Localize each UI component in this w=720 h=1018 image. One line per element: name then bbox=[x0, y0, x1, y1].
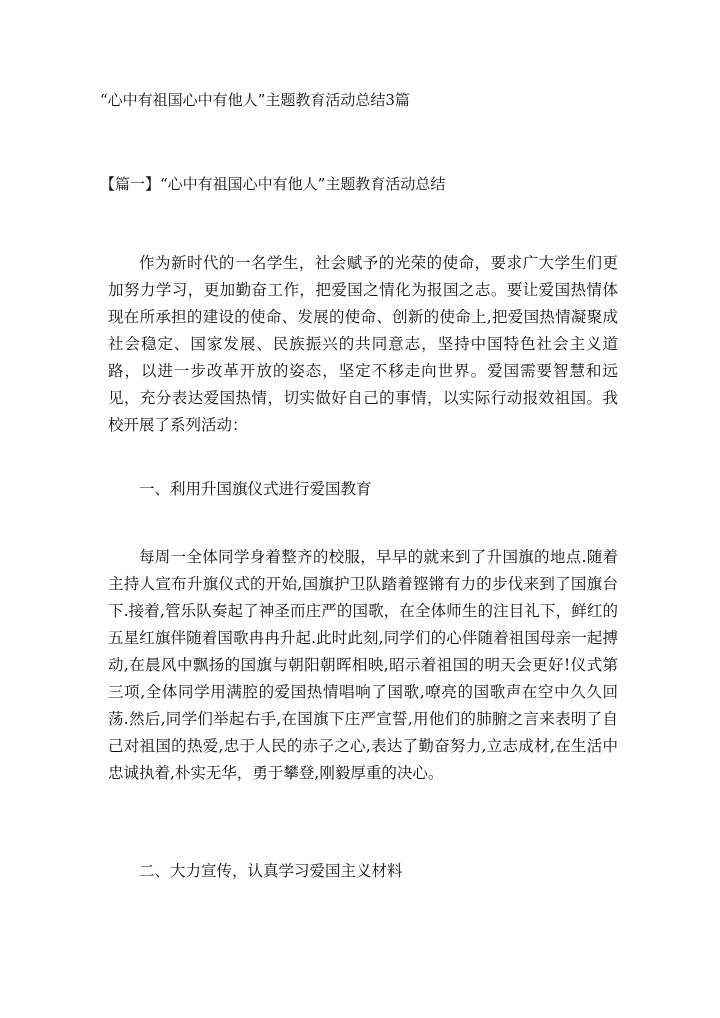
subheading-propaganda: 二、大力宣传，认真学习爱国主义材料 bbox=[139, 862, 403, 880]
subheading-flag-ceremony: 一、利用升国旗仪式进行爱国教育 bbox=[139, 480, 372, 498]
section-heading: 【篇一】“心中有祖国心中有他人”主题教育活动总结 bbox=[100, 175, 446, 193]
intro-paragraph: 作为新时代的一名学生，社会赋予的光荣的使命，要求广大学生们更加努力学习，更加勤奋工作，把爱国之情化为报国之志。要让爱国热情体现在所承担的建设的使命、发展的使命、创新的使命上,把爱国热情凝聚成社会稳定、国家发展、民族振兴的共同意志，坚持中国特色社会主义道路，以进一步改革开放的姿态，坚定不移走向世界。爱国需要智慧和远见，充分表达爱国热情，切实做好自己的事情，以实际行动报效祖国。我校开展了系列活动： bbox=[108, 254, 618, 434]
document-title: “心中有祖国心中有他人”主题教育活动总结3篇 bbox=[100, 91, 410, 109]
paragraph-flag-ceremony: 每周一全体同学身着整齐的校服，早早的就来到了升国旗的地点.随着主持人宣布升旗仪式的开始,国旗护卫队踏着铿锵有力的步伐来到了国旗台下.接着,管乐队奏起了神圣而庄严的国歌，在全体师生的注目礼下，鲜红的五星红旗伴随着国歌冉冉升起.此时此刻,同学们的心伴随着祖国母亲一起搏动,在晨风中飘扬的国旗与朝阳朝晖相映,昭示着祖国的明天会更好!仪式第三项,全体同学用满腔的爱国热情唱响了国歌,嘹亮的国歌声在空中久久回荡.然后,同学们举起右手,在国旗下庄严宣誓,用他们的肺腑之言来表明了自己对祖国的热爱,忠于人民的赤子之心,表达了勤奋努力,立志成材,在生活中忠诚执着,朴实无华，勇于攀登,刚毅厚重的决心。 bbox=[108, 548, 618, 782]
